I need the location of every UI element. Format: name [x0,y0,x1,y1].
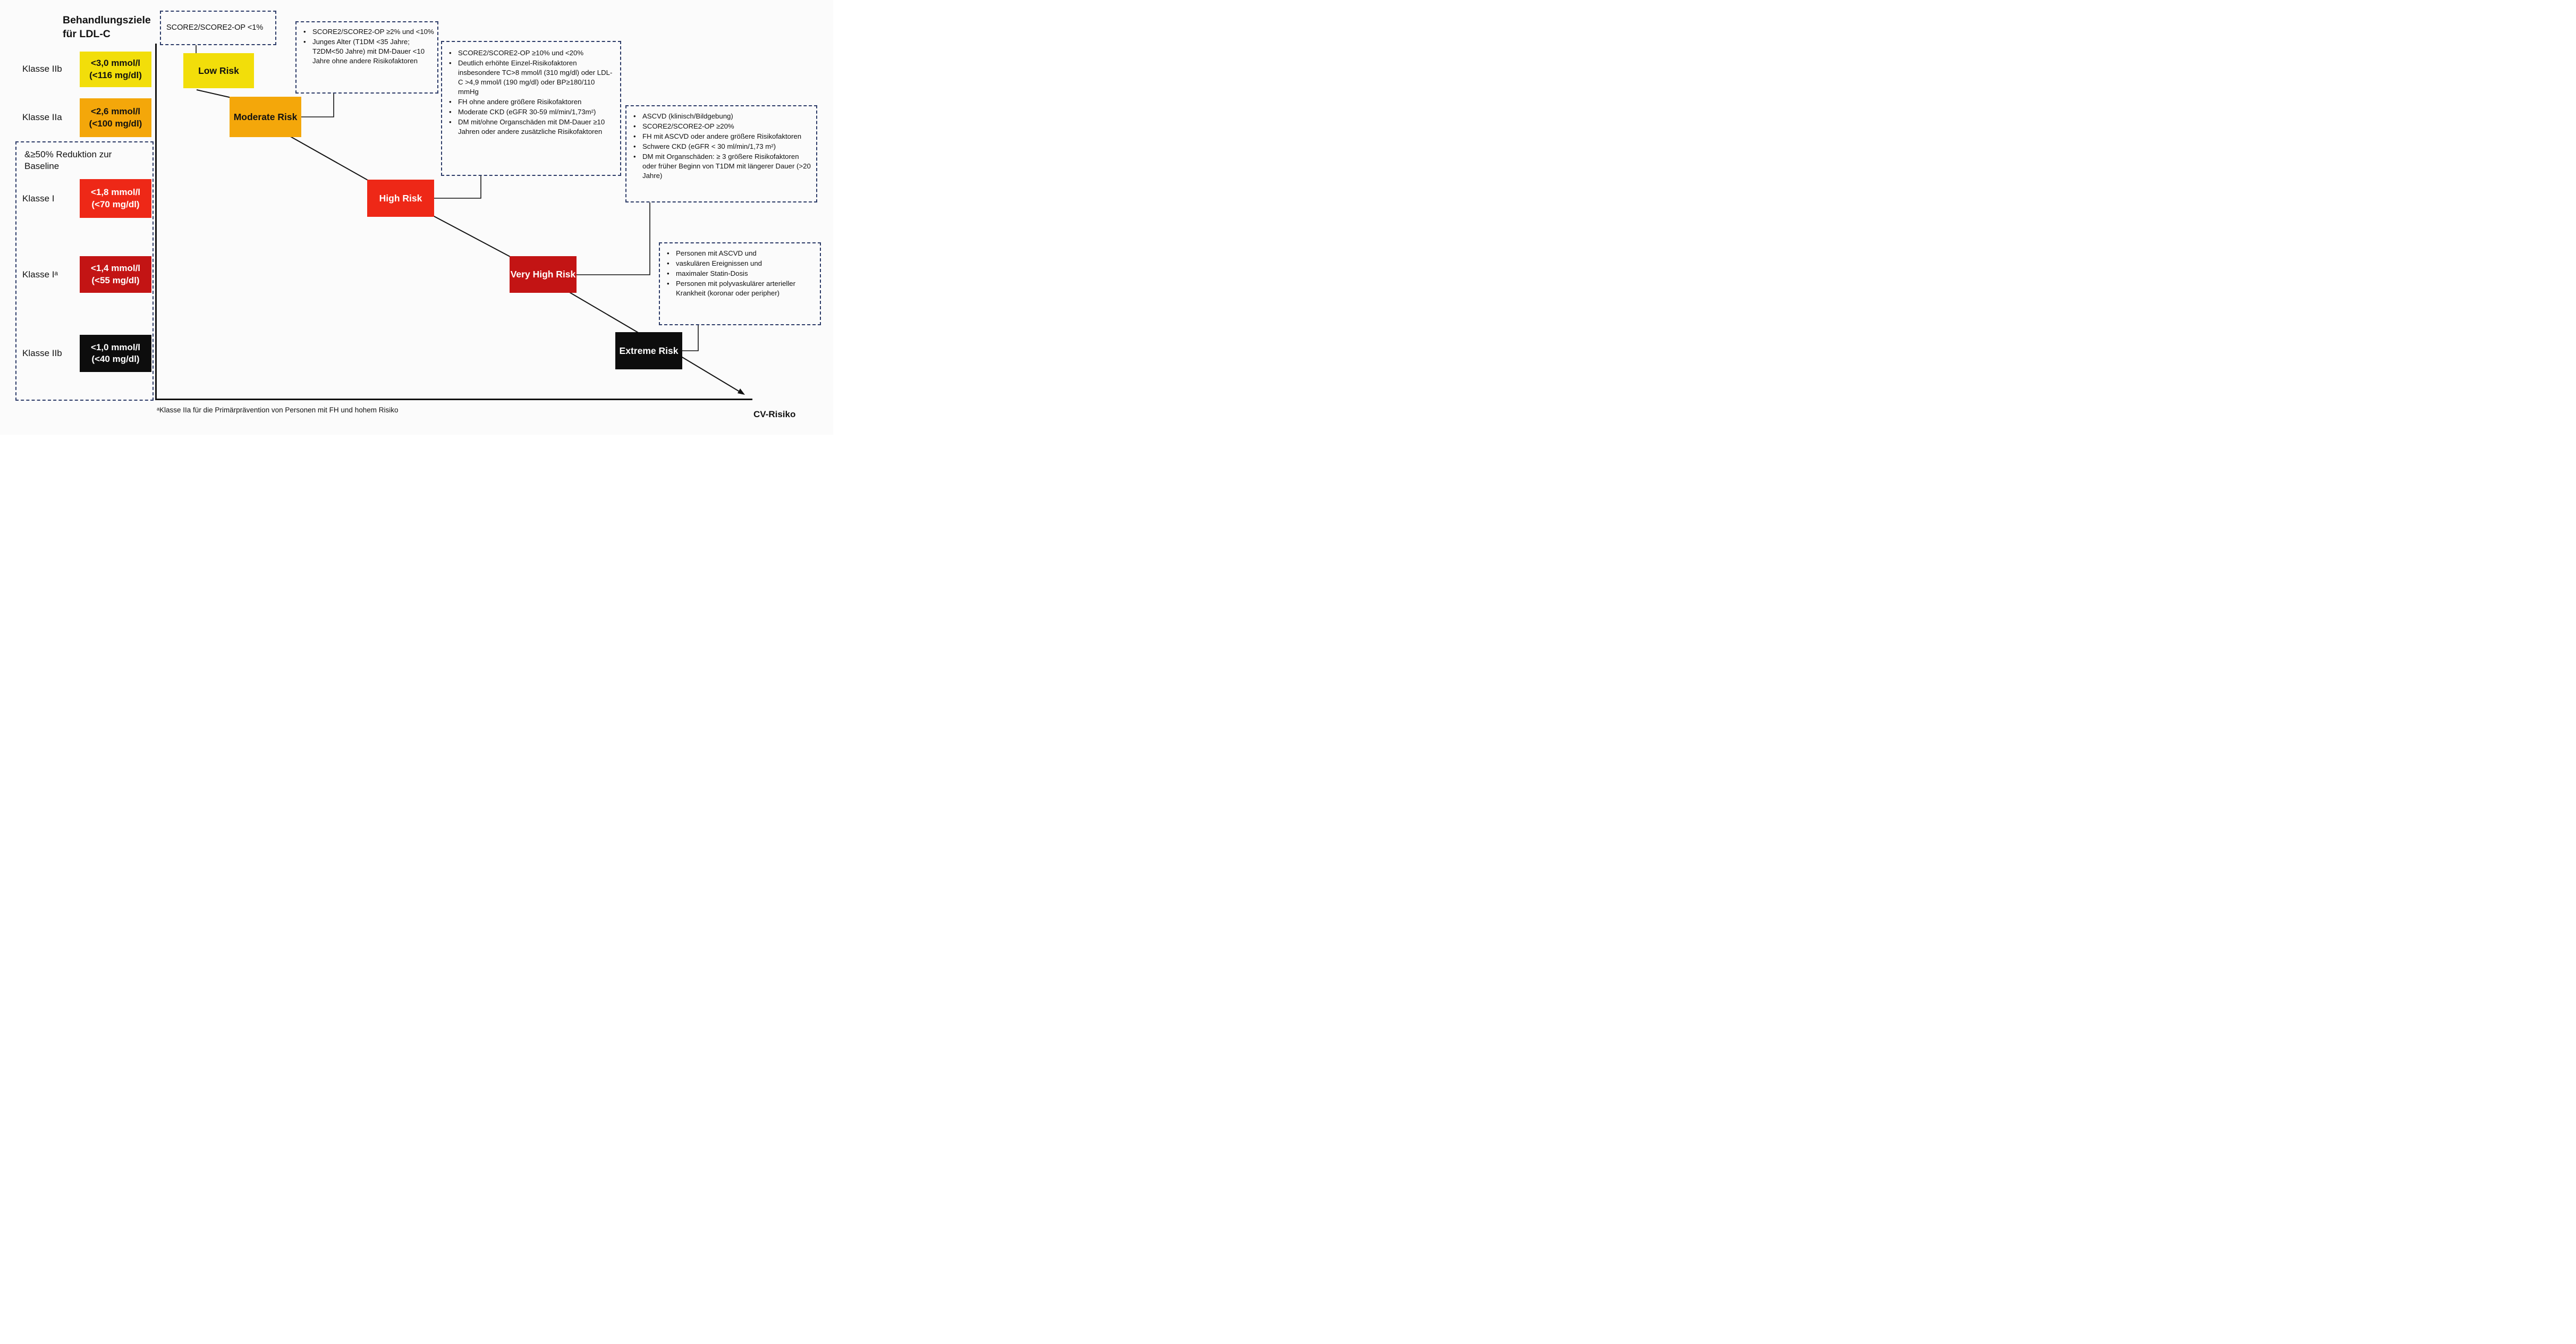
reduction-note: &≥50% Reduktion zur Baseline [24,149,112,172]
risk-box-very-high: Very High Risk [510,256,577,293]
criteria-item: • Deutlich erhöhte Einzel-Risikofaktoren insbesondere TC>8 mmol/l (310 mg/dl) oder LDL-C >4,9 mmol/l (190 mg/dl) oder BP≥180/110 mmHg [445,58,617,97]
criteria-list [630,112,813,181]
criteria-item: • SCORE2/SCORE2-OP ≥10% und <20% [445,48,617,58]
klasse-label-iia: Klasse IIa [22,112,62,122]
goal-value-mg: (<40 mg/dl) [91,354,140,364]
goal-box-red [80,179,151,218]
criteria-box-low [160,11,276,45]
criteria-item: • SCORE2/SCORE2-OP ≥20% [630,122,813,131]
goal-box-black [80,335,151,372]
criteria-item: • SCORE2/SCORE2-OP ≥2% und <10% [300,27,434,37]
page-title: Behandlungsziele für LDL-C [63,14,151,40]
risk-box-moderate: Moderate Risk [230,97,301,137]
criteria-item: • Personen mit polyvaskulärer arterieller Krankheit (koronar oder peripher) [663,279,817,298]
criteria-item: • Junges Alter (T1DM <35 Jahre; T2DM<50 Jahre) mit DM-Dauer <10 Jahre ohne andere Risikofaktoren [300,37,434,66]
goal-box-darkred [80,256,151,293]
goal-value: <1,4 mmol/l [90,263,141,274]
arrowhead-icon [738,388,745,395]
goal-value-mg: (<70 mg/dl) [91,199,140,209]
klasse-label-iib-top: Klasse IIb [22,64,62,74]
criteria-list [445,48,617,137]
criteria-item: • FH mit ASCVD oder andere größere Risikofaktoren [630,132,813,141]
risk-box-extreme: Extreme Risk [615,332,682,369]
goal-value-mg: (<100 mg/dl) [89,118,142,129]
x-axis-label: CV-Risiko [753,409,796,419]
goal-value-mg: (<116 mg/dl) [89,70,142,80]
criteria-box-high [441,41,621,176]
criteria-item: • ASCVD (klinisch/Bildgebung) [630,112,813,121]
x-axis [155,399,752,400]
y-axis [155,44,157,400]
criteria-text: SCORE2/SCORE2-OP <1% [166,23,264,32]
klasse-label-iib-bottom: Klasse IIb [22,348,62,358]
criteria-item: • FH ohne andere größere Risikofaktoren [445,97,617,107]
criteria-list [300,27,434,66]
goal-box-yellow [80,52,151,87]
criteria-item: • maximaler Statin-Dosis [663,269,817,278]
risk-box-low: Low Risk [183,53,254,88]
goal-value-mg: (<55 mg/dl) [91,275,140,285]
risk-box-high: High Risk [367,180,434,217]
goal-value: <1,8 mmol/l [90,187,141,198]
criteria-list [663,249,817,298]
goal-box-orange [80,98,151,137]
footnote: ᵃKlasse IIa für die Primärprävention von Personen mit FH und hohem Risiko [157,406,399,414]
criteria-item: • DM mit Organschäden: ≥ 3 größere Risikofaktoren oder früher Beginn von T1DM mit längerer Dauer (>20 Jahre) [630,152,813,181]
ldl-risk-diagram [0,0,833,435]
criteria-box-extreme [659,242,821,325]
criteria-item: • Personen mit ASCVD und [663,249,817,258]
criteria-box-moderate [295,21,438,94]
criteria-item: • Schwere CKD (eGFR < 30 ml/min/1,73 m²) [630,142,813,151]
goal-value: <1,0 mmol/l [90,342,141,352]
klasse-label-i: Klasse I [22,193,55,204]
goal-value: <2,6 mmol/l [90,106,141,117]
criteria-box-very-high [625,105,817,202]
klasse-label-ia: Klasse Iᵃ [22,269,58,280]
goal-value: <3,0 mmol/l [90,58,141,69]
criteria-item: • DM mit/ohne Organschäden mit DM-Dauer ≥10 Jahren oder andere zusätzliche Risikofaktoren [445,117,617,137]
criteria-item: • vaskulären Ereignissen und [663,259,817,268]
criteria-item: • Moderate CKD (eGFR 30-59 ml/min/1,73m²) [445,107,617,117]
